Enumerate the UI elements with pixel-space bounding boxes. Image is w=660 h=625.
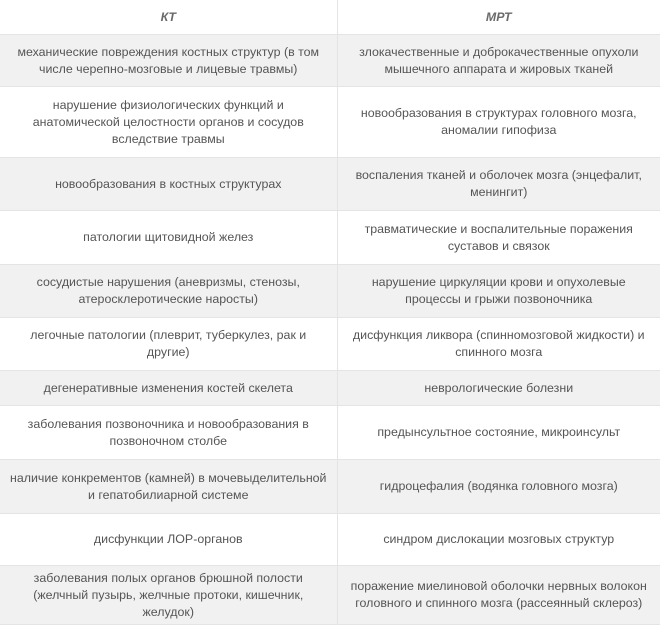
- cell-ct: сосудистые нарушения (аневризмы, стенозы, атеросклеротические наросты): [0, 265, 337, 318]
- cell-mri: новообразования в структурах головного мозга, аномалии гипофиза: [337, 87, 660, 158]
- cell-ct: механические повреждения костных структур (в том числе черепно-мозговые и лицевые травмы): [0, 35, 337, 87]
- table-row: [0, 514, 660, 566]
- cell-mri: нарушение циркуляции крови и опухолевые процессы и грыжи позвоночника: [337, 265, 660, 318]
- cell-mri: предынсультное состояние, микроинсульт: [337, 406, 660, 460]
- cell-ct: легочные патологии (плеврит, туберкулез, рак и другие): [0, 318, 337, 371]
- table-row: [0, 265, 660, 318]
- cell-ct: патологии щитовидной желез: [0, 211, 337, 265]
- table-row: [0, 158, 660, 211]
- cell-ct: новообразования в костных структурах: [0, 158, 337, 211]
- header-row: [0, 0, 660, 35]
- table-row: [0, 406, 660, 460]
- table-row: [0, 211, 660, 265]
- cell-mri: синдром дислокации мозговых структур: [337, 514, 660, 566]
- cell-ct: дисфункции ЛОР-органов: [0, 514, 337, 566]
- table-row: [0, 566, 660, 625]
- table-row: [0, 87, 660, 158]
- header-mri: МРТ: [337, 0, 660, 35]
- table-row: [0, 460, 660, 514]
- header-ct: КТ: [0, 0, 337, 35]
- cell-mri: воспаления тканей и оболочек мозга (энцефалит, менингит): [337, 158, 660, 211]
- cell-ct: заболевания полых органов брюшной полости (желчный пузырь, желчные протоки, кишечник, желудок): [0, 566, 337, 625]
- cell-ct: нарушение физиологических функций и анатомической целостности органов и сосудов вследствие травмы: [0, 87, 337, 158]
- cell-mri: злокачественные и доброкачественные опухоли мышечного аппарата и жировых тканей: [337, 35, 660, 87]
- cell-mri: дисфункция ликвора (спинномозговой жидкости) и спинного мозга: [337, 318, 660, 371]
- cell-mri: неврологические болезни: [337, 371, 660, 406]
- cell-ct: дегенеративные изменения костей скелета: [0, 371, 337, 406]
- cell-mri: гидроцефалия (водянка головного мозга): [337, 460, 660, 514]
- cell-ct: наличие конкрементов (камней) в мочевыделительной и гепатобилиарной системе: [0, 460, 337, 514]
- table-row: [0, 371, 660, 406]
- cell-ct: заболевания позвоночника и новообразования в позвоночном столбе: [0, 406, 337, 460]
- cell-mri: поражение миелиновой оболочки нервных волокон головного и спинного мозга (рассеянный склероз): [337, 566, 660, 625]
- table-row: [0, 318, 660, 371]
- cell-mri: травматические и воспалительные поражения суставов и связок: [337, 211, 660, 265]
- table-row: [0, 35, 660, 87]
